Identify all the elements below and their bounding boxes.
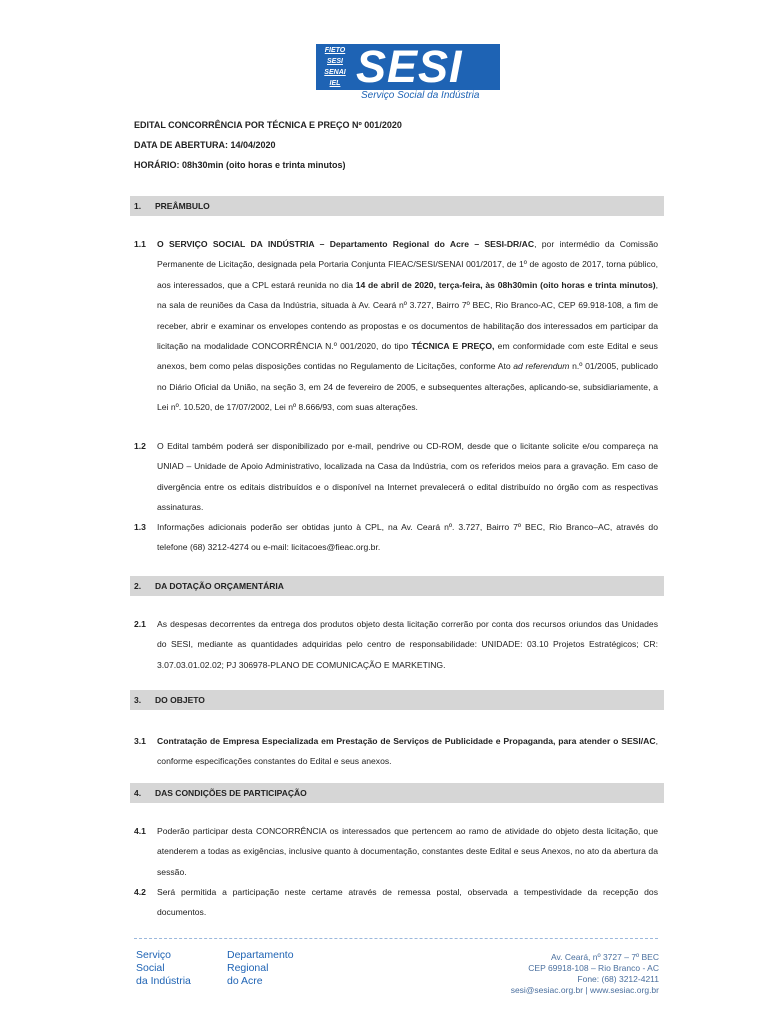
paragraph-number: 1.1 bbox=[134, 239, 146, 249]
paragraph-4-2 bbox=[134, 882, 658, 923]
bold-text: O SERVIÇO SOCIAL DA INDÚSTRIA – Departamento Regional do Acre – SESI-DR/AC bbox=[157, 239, 535, 249]
paragraph-4-1 bbox=[134, 821, 658, 882]
footer-text: da Indústria bbox=[136, 975, 191, 987]
footer-address-line: CEP 69918-108 – Rio Branco - AC bbox=[528, 963, 659, 973]
footer-text: do Acre bbox=[227, 975, 263, 987]
footer-text: Serviço bbox=[136, 949, 172, 961]
footer-divider bbox=[134, 938, 658, 939]
paragraph-text: Será permitida a participação neste certame através de remessa postal, observada a tempestividade da recepção dos documentos. bbox=[157, 887, 658, 918]
logo-sub-line: SESI bbox=[327, 58, 343, 65]
bold-text: Contratação de Empresa Especializada em Prestação de Serviços de Publicidade e Propaganda, para atender o SESI/AC bbox=[157, 736, 656, 746]
opening-date: DATA DE ABERTURA: 14/04/2020 bbox=[134, 140, 276, 150]
paragraph-number: 4.1 bbox=[134, 826, 146, 836]
footer-text: Social bbox=[136, 962, 165, 974]
paragraph-2-1 bbox=[134, 614, 658, 675]
footer-web-email: sesi@sesiac.org.br | www.sesiac.org.br bbox=[510, 985, 659, 995]
text-run: , conforme especificações constantes do Edital e seus anexos. bbox=[157, 736, 658, 767]
italic-text: ad referendum bbox=[513, 361, 570, 372]
text-run: em conformidade com este Edital e seus anexos, bem como pelas disposições contidas no Regulamento de Licitações, conforme Ato bbox=[157, 341, 658, 372]
paragraph-text: O Edital também poderá ser disponibilizado por e-mail, pendrive ou CD-ROM, desde que o licitante solicite e/ou compareça na UNIAD – Unidade de Apoio Administrativo, localizada na Casa da Indústria, com os referidos meios para a gravação. Em caso de divergência entre os editais distribuídos e o disponível na Internet prevalecerá o edital distribuído no órgão com as respectivas assinaturas. bbox=[157, 441, 658, 513]
paragraph-1-1 bbox=[134, 234, 658, 418]
section-heading-condicoes bbox=[130, 783, 664, 803]
section-number: 2. bbox=[134, 581, 142, 591]
footer-department bbox=[227, 949, 294, 988]
section-title: DAS CONDIÇÕES DE PARTICIPAÇÃO bbox=[155, 788, 307, 798]
text-run: , por intermédio da Comissão Permanente de Licitação, designada pela Portaria Conjunta FIEAC/SESI/SENAI 001/2017, de 1º de agosto de 2017, torna público, aos interessados, que a CPL estará reunida no dia bbox=[157, 239, 658, 290]
bold-text: TÉCNICA E PREÇO, bbox=[411, 341, 495, 352]
footer-institution bbox=[136, 949, 191, 988]
bold-text: 14 de abril de 2020, terça-feira, às 08h30min (oito horas e trinta minutos) bbox=[355, 279, 656, 290]
paragraph-1-2 bbox=[134, 436, 658, 518]
section-heading-preambulo bbox=[130, 196, 664, 216]
section-title: DA DOTAÇÃO ORÇAMENTÁRIA bbox=[155, 581, 284, 591]
section-title: DO OBJETO bbox=[155, 695, 205, 705]
paragraph-number: 3.1 bbox=[134, 736, 146, 746]
paragraph-number: 4.2 bbox=[134, 887, 146, 897]
section-heading-objeto bbox=[130, 690, 664, 710]
text-run: n.º 01/2005, publicado no Diário Oficial da União, na seção 3, em 24 de fevereiro de 2005, e subsequentes alterações, aplicando-se, subsidiariamente, a Lei nº. 10.520, de 17/07/2002, Lei nº 8.666/93, com suas alterações. bbox=[157, 361, 658, 413]
section-number: 4. bbox=[134, 788, 142, 798]
paragraph-text bbox=[134, 234, 658, 418]
paragraph-1-3 bbox=[134, 517, 658, 558]
edital-title: EDITAL CONCORRÊNCIA POR TÉCNICA E PREÇO Nº 001/2020 bbox=[134, 120, 402, 130]
footer-address-line: Av. Ceará, nº 3727 – 7º BEC bbox=[551, 952, 659, 962]
paragraph-text bbox=[134, 731, 658, 772]
footer-address bbox=[511, 952, 659, 996]
footer-text: Regional bbox=[227, 962, 269, 974]
logo-box bbox=[316, 41, 500, 92]
logo-sub-line: SENAI bbox=[324, 69, 346, 76]
opening-time: HORÁRIO: 08h30min (oito horas e trinta minutos) bbox=[134, 160, 346, 170]
section-title: PREÂMBULO bbox=[155, 201, 210, 211]
logo-sub-line: IEL bbox=[329, 80, 341, 87]
logo-tagline: Serviço Social da Indústria bbox=[361, 90, 480, 101]
section-heading-dotacao bbox=[130, 576, 664, 596]
section-number: 3. bbox=[134, 695, 142, 705]
paragraph-number: 2.1 bbox=[134, 619, 146, 629]
logo-brand: SESI bbox=[356, 41, 463, 92]
logo-system-names bbox=[316, 44, 354, 90]
paragraph-number: 1.3 bbox=[134, 522, 146, 532]
logo-sub-line: FIETO bbox=[324, 47, 346, 54]
paragraph-number: 1.2 bbox=[134, 441, 146, 451]
paragraph-text: Poderão participar desta CONCORRÊNCIA os interessados que pertencem ao ramo de atividade do objeto desta licitação, que atenderem a todas as exigências, inclusive quanto à documentação, constantes deste Edital e seus Anexos, no ato da abertura da sessão. bbox=[157, 826, 658, 877]
footer-text: Departamento bbox=[227, 949, 294, 961]
section-number: 1. bbox=[134, 201, 142, 211]
paragraph-3-1 bbox=[134, 731, 658, 772]
paragraph-text: Informações adicionais poderão ser obtidas junto à CPL, na Av. Ceará nº. 3.727, Bairro 7º BEC, Rio Branco–AC, através do telefone (68) 3212-4274 ou e-mail: licitacoes@fieac.org.br. bbox=[157, 522, 658, 553]
paragraph-text: As despesas decorrentes da entrega dos produtos objeto desta licitação correrão por conta dos recursos oriundos das Unidades do SESI, mediante as quantidades adquiridas pelo centro de responsabilidade: UNIDADE: 03.10 Projetos Estratégicos; CR: 3.07.03.01.02.02; PJ 306978-PLANO DE COMUNICAÇÃO E MARKETING. bbox=[157, 619, 658, 670]
sesi-logo bbox=[316, 41, 500, 104]
text-run: , na sala de reuniões da Casa da Indústria, situada à Av. Ceará nº 3.727, Bairro 7º BEC, Rio Branco-AC, CEP 69.918-108, a fim de receber, abrir e examinar os envelopes contendo as propostas e os documentos de habilitação dos interessados em participar da licitação na modalidade CONCORRÊNCIA N.º 001/2020, do tipo bbox=[157, 279, 658, 352]
footer-phone: Fone: (68) 3212-4211 bbox=[577, 974, 659, 984]
